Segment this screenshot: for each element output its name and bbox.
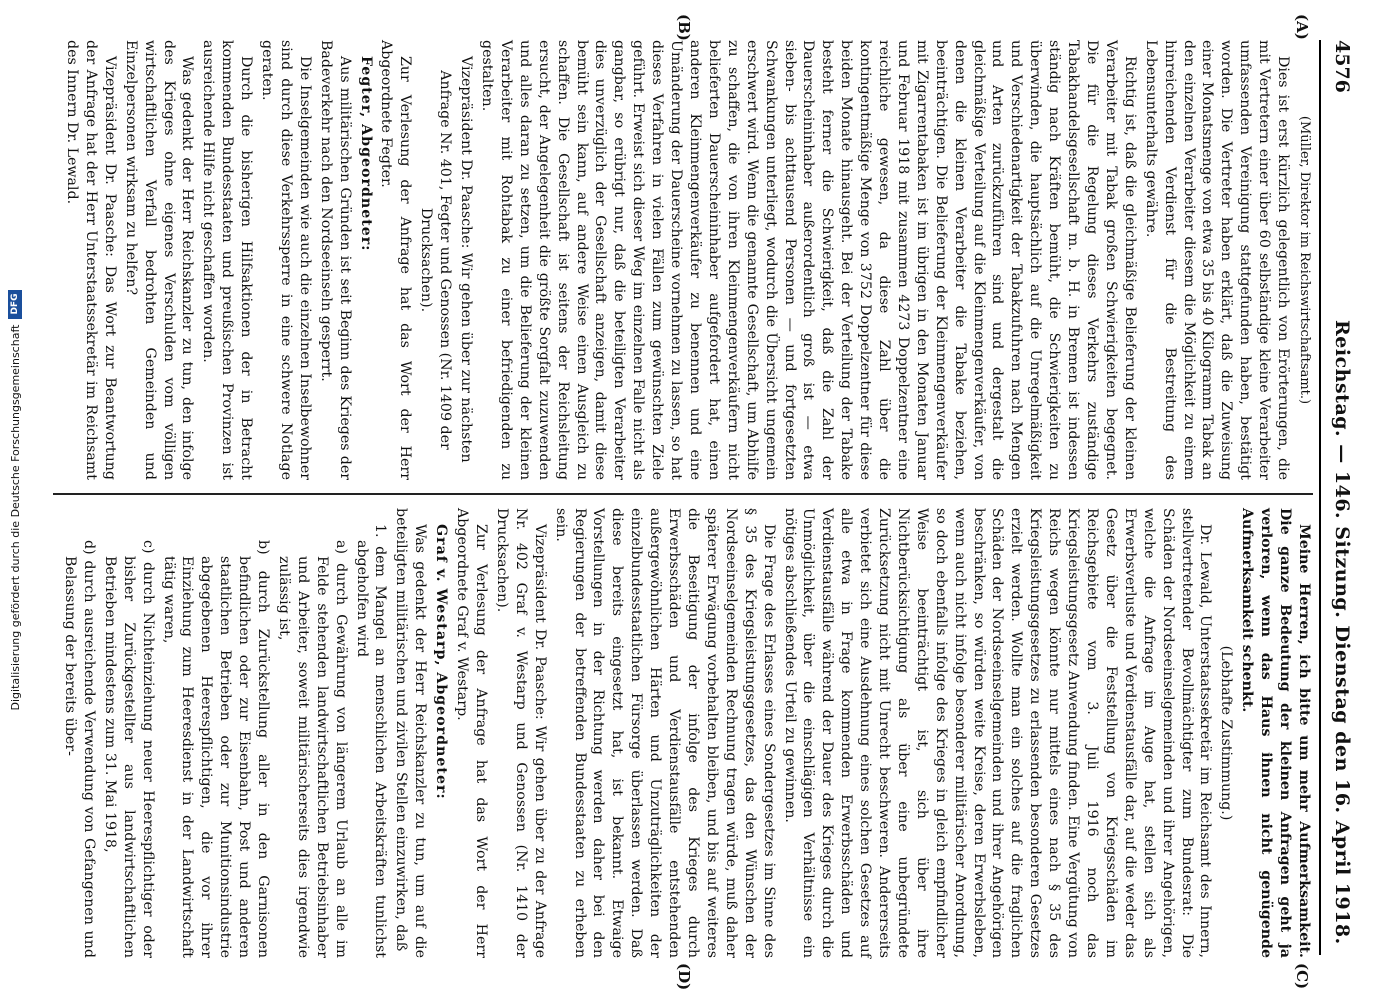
paragraph: Was gedenkt der Herr Reichskanzler zu tun, um auf die beteiligten militärischen und zivilen Stellen einzuwirken, daß: [393, 508, 429, 958]
paragraph: Dr. Lewald, Unterstaatssekretär im Reichsamt des Innern, stellvertretender Bevollmächtigter zum Bundesrat: Die Schäden der Nordseeinselgemeinden und ihrer Angehörigen, welche die Anfrage im Auge hat, stellen sich als Erwerbsverluste und Verdienstausfälle dar, auf die weder das Gesetz über die Feststellung von Kriegsschäden im Reichsgebiete vom 3. Juli 1916 noch das Kriegsleistungsgesetz Anwendung finden. Eine Vergütung von Reichs wegen könnte nur mittels eines nach § 35 des Kriegsleistungsgesetzes zu erlassenden besonderen Gesetzes erzielt werden. Wollte man ein solches auf die fraglichen Schäden der Nordseeinselgemeinden und ihrer Angehörigen beschränken, so würden weite Kreise, deren Erwerbsleben, wenn auch nicht infolge besonderer militärischer Anordnung, so doch ebenfalls infolge des Krieges in gleich empfindlicher Weise beeinträchtigt ist, sich über ihre Nichtberücksichtigung als über eine unbegründete Zurücksetzung nicht mit Unrecht beschweren. Andererseits verbietet sich eine Ausdehnung eines solchen Gesetzes auf alle etwa in Frage kommenden Erwerbsschäden und Verdienstausfälle während der Dauer des Krieges durch die Unmöglichkeit, über die einschlägigen Verhältnisse ein nötiges abschließendes Urteil zu gewinnen.: [781, 508, 1214, 958]
speaker-attribution: (Müller, Direktor im Reichswirtschaftsamt.): [1297, 115, 1312, 405]
paragraph: Zur Verlesung der Anfrage hat das Wort der Herr Abgeordnete Graf v. Westarp.: [454, 508, 490, 958]
speaker-heading: Graf v. Westarp, Abgeordneter:: [433, 524, 450, 800]
paragraph: Zur Verlesung der Anfrage hat das Wort der Herr Abgeordnete Fegter.: [378, 40, 414, 480]
column-divider: [53, 493, 1313, 495]
paragraph: Vizepräsident Dr. Paasche: Das Wort zur Beantwortung der Anfrage hat der Herr Unterstaatssekretär im Reichsamt des Innern Dr. Lewald.: [64, 40, 118, 480]
list-item: 1. dem Mangel an menschlichen Arbeitskräften tunlichst abgeholfen wird: [353, 524, 389, 958]
paragraph: Meine Herren, ich bitte um mehr Aufmerksamkeit. Die ganze Bedeutung der kleinen Anfragen geht ja verloren, wenn das Haus ihnen nicht genügende Aufmerksamkeit schenkt.: [1239, 508, 1312, 958]
list-item: c) durch Nichteinziehung neuer Heerespflichtiger oder bisher Zurückgestellter aus landwirtschaftlichen Betrieben mindestens zum 31. Mai 1918,: [101, 540, 156, 958]
list-item: a) durch Gewährung von längerem Urlaub an alle im Felde stehenden landwirtschaftlichen Betriebsinhaber und Arbeiter, soweit militärischerseits dies irgendwie zulässig ist,: [275, 540, 349, 958]
paragraph: Die Inselgemeinden wie auch die einzelnen Inselbewohner sind durch diese Verkehrssperre in eine schwere Notlage geraten.: [259, 40, 313, 480]
paragraph: Durch die bisherigen Hilfsaktionen der in Betracht kommenden Bundesstaaten und preußischen Provinzen ist ausreichende Hilfe nicht geschaffen worden.: [200, 40, 255, 480]
paragraph: Vizepräsident Dr. Paasche: Wir gehen über zu der Anfrage Nr. 402 Graf v. Westarp und Genossen (Nr. 1410 der Drucksachen).: [493, 508, 548, 958]
page-title: Reichstag. — 146. Sitzung. Dienstag den 16. April 1918.: [1331, 320, 1353, 945]
page-header: [1319, 40, 1361, 955]
page-number: 4576: [1331, 40, 1353, 93]
inquiry-heading: Anfrage Nr. 401, Fegter und Genossen (Nr. 1409 der Drucksachen).: [418, 70, 454, 450]
dfg-logo: DFG: [8, 290, 22, 319]
margin-mark-a: (A): [1293, 14, 1311, 40]
speaker-heading: Fegter, Abgeordneter:: [357, 56, 374, 252]
right-column: [58, 508, 1313, 958]
margin-mark-c: (C): [1293, 963, 1311, 990]
paragraph: Was gedenkt der Herr Reichskanzler zu tun, den infolge des Krieges ohne eigenes Verschulden vom völligen wirtschaftlichen Verfall bedrohten Gemeinden und Einzelpersonen wirksam zu helfen?: [122, 40, 196, 480]
paragraph: Vizepräsident Dr. Paasche: Wir gehen über zur nächsten: [458, 56, 475, 463]
margin-mark-d: (D): [675, 963, 693, 991]
paragraph: Die Frage des Erlasses eines Sondergesetzes im Sinne des § 35 des Kriegsleistungsgesetzes, das den Wünschen der Nordseeinselgemeinden Rechnung tragen würde, muß daher späterer Erwägung vorbehalten bleiben, und bis auf weiteres die Beseitigung der infolge des Krieges durch Erwerbsschäden und Verdienstausfälle entstehenden außergewöhnlichen Härten und Unzuträglichkeiten der einzelbundesstaatlichen Fürsorge überlassen werden. Daß diese bereits eingesetzt hat, ist bekannt. Etwaige Vorstellungen in der Richtung werden daher bei den Regierungen der betreffenden Bundesstaaten zu erheben sein.: [552, 508, 777, 958]
paragraph: Aus militärischen Gründen ist seit Beginn des Krieges der Badeverkehr nach den Nordseeinseln gesperrt.: [317, 40, 353, 480]
margin-mark-b: (B): [675, 14, 693, 41]
list-item: b) durch Zurückstellung aller in den Garnisonen befindlichen oder zur Eisenbahn, Post und anderen staatlichen Betrieben oder zur Munitionsindustrie abgegebenen Heerespflichtigen, die vor ihrer Einziehung zum Heeresdienst in der Landwirtschaft tätig waren,: [160, 540, 272, 958]
credit-text: Digitalisierung gefördert durch die Deutsche Forschungsgemeinschaft: [8, 324, 22, 711]
paragraph: Richtig ist, daß die gleichmäßige Belieferung der kleinen Verarbeiter mit Tabak großen Schwierigkeiten begegnet. Die für die Regelung dieses Verkehrs zuständige Tabakhandelsgesellschaft m. b. H. in Bremen ist indessen ständig nach Kräften bemüht, die Schwierigkeiten zu überwinden, die hauptsächlich auf die Unregelmäßigkeit und Verschiedenartigkeit der Tabakzufuhren nach Mengen und Arten zurückzuführen sind und dergestalt die gleichmäßige Verteilung auf die Kleinmengenverkäufer, von denen die kleinen Verarbeiter die Tabake beziehen, beeinträchtigen. Die Belieferung der Kleinmengenverkäufer mit Zigarrentabaken ist im übrigen in den Monaten Januar und Februar 1918 mit zusammen 4273 Doppelzentner eine reichliche gewesen, da diese Zahl über die kontingentmäßige Menge von 3752 Doppelzentner für diese beiden Monate hinausgeht. Bei der Verteilung der Tabake besteht ferner die Schwierigkeit, daß die Zahl der Dauerscheininhaber außerordentlich groß ist — etwa sieben- bis achttausend Personen — und fortgesetzten Schwankungen unterliegt, wodurch die Übersicht ungemein erschwert wird. Wenn die genannte Gesellschaft, um Abhilfe zu schaffen, die von ihren Kleinmengenverkäufern nicht belieferten Dauerscheininhaber aufgefordert hat, einen anderen Kleinmengenverkäufer zu benennen und eine Umänderung der Dauerscheine vornehmen zu lassen, so hat dieses Verfahren in vielen Fällen zum gewünschten Ziele geführt. Erweist sich dieser Weg im einzelnen Falle nicht als gangbar, so erübrigt nur, daß die beteiligten Verarbeiter dies unverzüglich der Gesellschaft anzeigen, damit diese bemüht sein kann, auf andere Weise einen Ausgleich zu schaffen. Die Gesellschaft ist seitens der Reichsleitung ersucht, der Angelegenheit die größte Sorgfalt zuzuwenden und alles daran zu setzen, um die Belieferung der kleinen Verarbeiter mit Rohtabak zu einer befriedigenden zu gestalten.: [479, 40, 1138, 480]
left-column: [60, 40, 1313, 480]
list-item: d) durch ausreichende Verwendung von Gefangenen und Belassung der bereits über-: [62, 540, 97, 958]
paragraph: Dies ist erst kürzlich gelegentlich von Erörterungen, die mit Vertretern einer über 60 selbständige kleine Verarbeiter umfassenden Vereinigung stattgefunden haben, bestätigt worden. Die Vertreter haben erklärt, daß die Zuweisung einer Monatsmenge von etwa 35 bis 40 Kilogramm Tabak an den einzelnen Verarbeiter diesem die Möglichkeit zu einem hinreichenden Verdienst für die Bestreitung des Lebensunterhalts gewähre.: [1142, 40, 1292, 480]
interjection: (Lebhafte Zustimmung.): [1218, 645, 1235, 821]
